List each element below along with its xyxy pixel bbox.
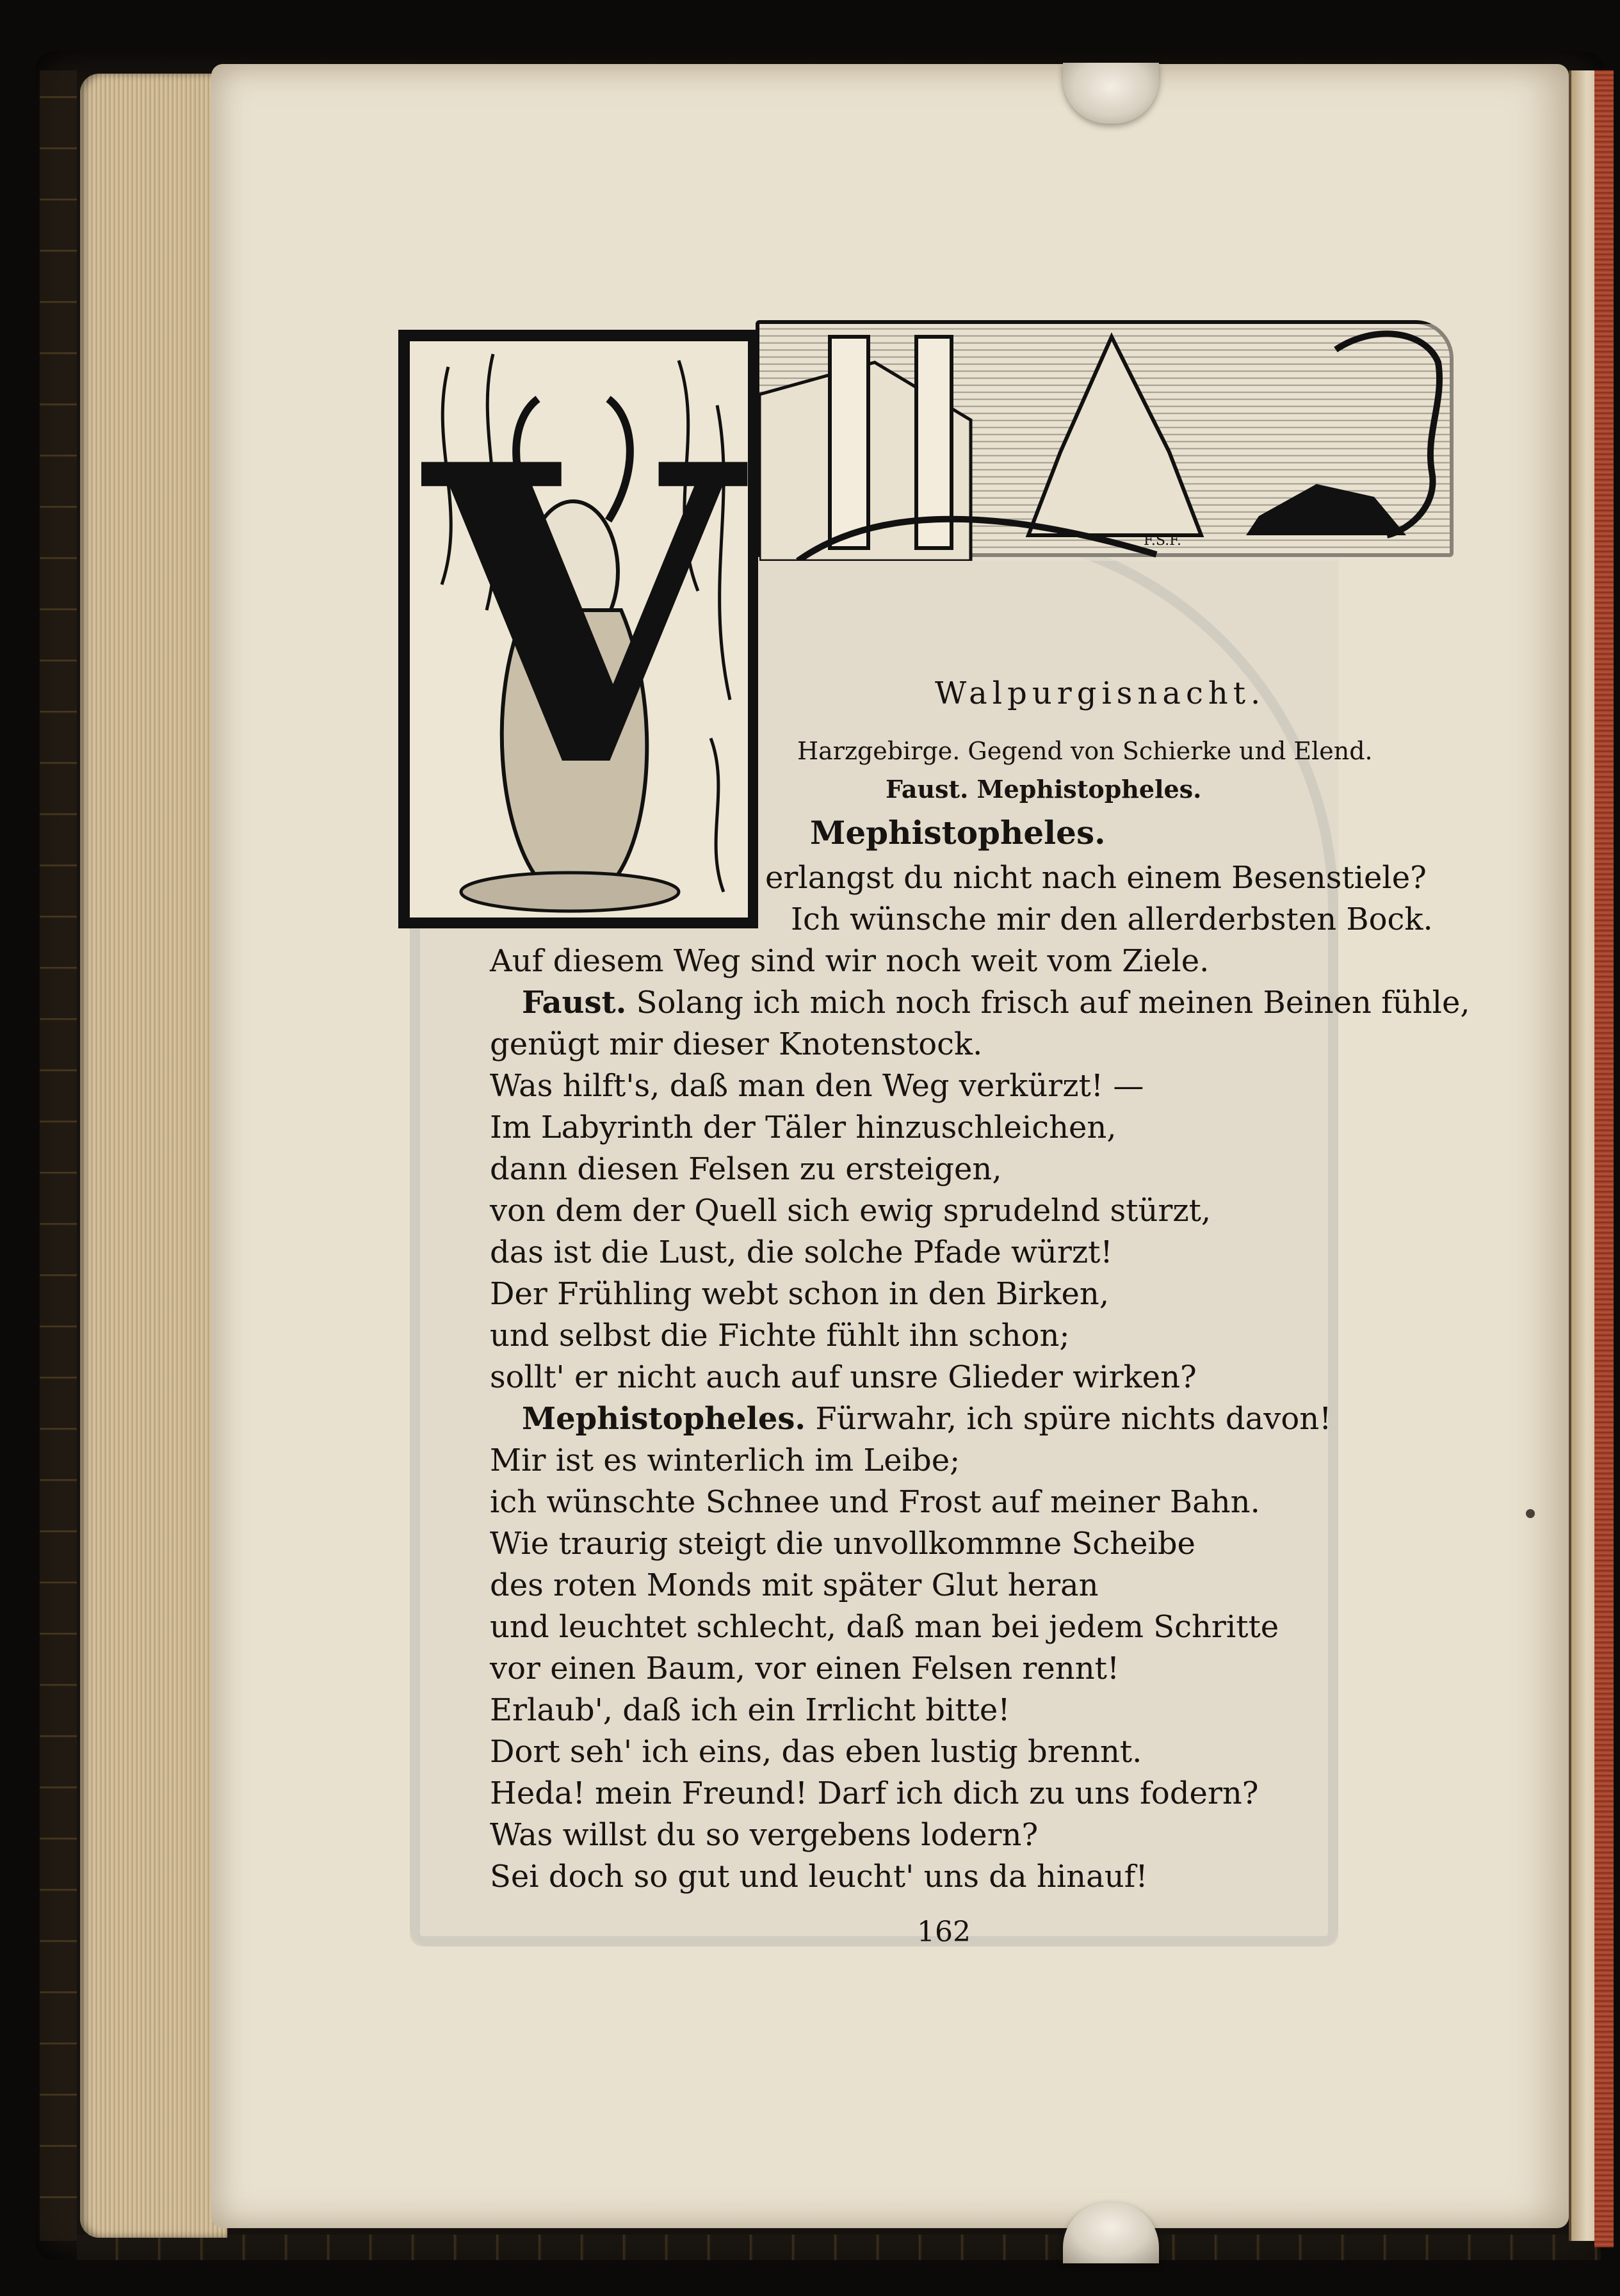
verse-line: genügt mir dieser Knotenstock. <box>490 1026 983 1062</box>
scene-persons: Faust. Mephistopheles. <box>886 775 1202 804</box>
verse-line: dann diesen Felsen zu ersteigen, <box>490 1151 1002 1187</box>
faust-speech <box>522 982 1470 1024</box>
verse-line: Dort seh' ich eins, das eben lustig brennt. <box>490 1734 1142 1770</box>
red-page-edge <box>1594 70 1614 2247</box>
spine-ornament <box>40 70 77 2241</box>
verse-line: Was willst du so vergebens lodern? <box>490 1817 1039 1853</box>
verse-line: Erlaub', daß ich ein Irrlicht bitte! <box>490 1692 1010 1728</box>
verse-line: Im Labyrinth der Täler hinzuschleichen, <box>490 1110 1117 1145</box>
verse-line: Ich wünsche mir den allerderbsten Bock. <box>791 901 1433 937</box>
verse-line: und selbst die Fichte fühlt ihn schon; <box>490 1318 1070 1354</box>
cover-ornament-bottom <box>77 2235 1601 2260</box>
landscape-drawing <box>759 324 1457 561</box>
scene-title: Walpurgisnacht. <box>935 675 1266 711</box>
verse-line: des roten Monds mit später Glut heran <box>490 1567 1099 1603</box>
verse-line: und leuchtet schlecht, daß man bei jedem Schritte <box>490 1609 1279 1645</box>
verse-line: Der Frühling webt schon in den Birken, <box>490 1276 1110 1312</box>
illustrator-signature: F.S.F. <box>1144 533 1181 549</box>
drop-cap-letter: V <box>423 376 742 857</box>
verse-line: ich wünschte Schnee und Frost auf meiner Bahn. <box>490 1484 1260 1520</box>
verse-line: Heda! mein Freund! Darf ich dich zu uns fodern? <box>490 1775 1259 1811</box>
verse-line: das ist die Lust, die solche Pfade würzt! <box>490 1234 1113 1270</box>
verse-line: Fürwahr, ich spüre nichts davon! <box>815 1401 1332 1437</box>
verse-line: erlangst du nicht nach einem Besenstiele? <box>765 860 1427 896</box>
page-edges <box>80 74 227 2238</box>
verse-line: Auf diesem Weg sind wir noch weit vom Ziele. <box>490 943 1210 979</box>
landscape-illustration <box>756 320 1454 557</box>
ink-spot <box>1526 1509 1535 1518</box>
verse-line: vor einen Baum, vor einen Felsen rennt! <box>490 1651 1120 1686</box>
speaker-mephistopheles: Mephistopheles. <box>522 1401 806 1437</box>
verse-line: von dem der Quell sich ewig sprudelnd stürzt, <box>490 1193 1211 1229</box>
verse-line: Solang ich mich noch frisch auf meinen Beinen fühle, <box>636 985 1470 1021</box>
verse-line: Wie traurig steigt die unvollkommne Scheibe <box>490 1526 1195 1562</box>
verse-line: Was hilft's, daß man den Weg verkürzt! — <box>490 1068 1144 1104</box>
page-number: 162 <box>917 1916 971 1948</box>
speaker-faust: Faust. <box>522 985 627 1021</box>
scene-setting: Harzgebirge. Gegend von Schierke und Elend. <box>797 737 1373 765</box>
speaker-mephistopheles: Mephistopheles. <box>810 814 1106 852</box>
mephistopheles-speech <box>522 1398 1331 1440</box>
initial-letter-panel <box>410 341 748 918</box>
verse-line: Mir ist es winterlich im Leibe; <box>490 1443 960 1478</box>
verse-line: Sei doch so gut und leucht' uns da hinauf! <box>490 1859 1148 1895</box>
verse-line: sollt' er nicht auch auf unsre Glieder wirken? <box>490 1359 1197 1395</box>
